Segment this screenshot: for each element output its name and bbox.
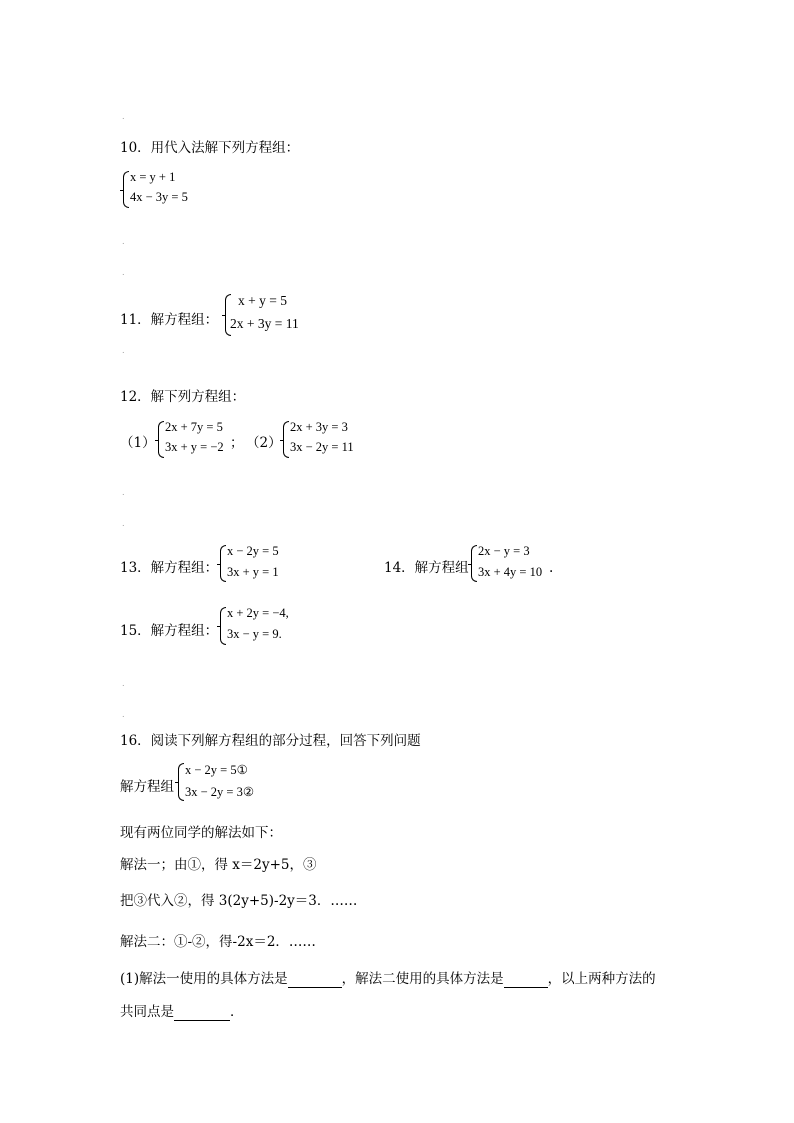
- q10-equation-1: x = y + 1: [130, 170, 176, 184]
- paragraph-mark: .: [122, 679, 125, 688]
- q16-equation-2: 3x − 2y = 3②: [185, 785, 255, 799]
- q16-title: 16．阅读下列解方程组的部分过程，回答下列问题: [120, 733, 421, 749]
- q16-question-end: ．: [230, 1004, 244, 1020]
- q11-equation-2: 2x + 3y = 11: [230, 316, 299, 331]
- q16-question-part2: ，解法二使用的具体方法是: [341, 971, 504, 987]
- brace-icon: [471, 545, 477, 582]
- paragraph-mark: .: [122, 237, 125, 246]
- q10-equation-2: 4x − 3y = 5: [130, 190, 188, 204]
- q14-equation-2: 3x + 4y = 10: [478, 565, 543, 579]
- q12-part1-equation-2: 3x + y = −2: [165, 440, 224, 454]
- q16-method2-line1: 解法二：①-②，得-2x＝2．……: [120, 934, 316, 950]
- q16-equation-1: x − 2y = 5①: [185, 763, 248, 777]
- q12-part1-label: （1）: [120, 435, 156, 451]
- q16-method1-line1: 解法一；由①，得 x＝2y+5，③: [120, 857, 317, 873]
- q12-separator: ；: [230, 435, 244, 451]
- q14-prefix: 14．解方程组: [384, 560, 469, 576]
- q15-prefix: 15．解方程组：: [120, 623, 219, 639]
- brace-icon: [220, 545, 226, 582]
- q12-part2-equation-2: 3x − 2y = 11: [290, 440, 354, 454]
- q15-equation-2: 3x − y = 9.: [227, 627, 282, 641]
- q16-question-line2: [120, 1000, 244, 1021]
- q16-method1-line2: 把③代入②，得 3(2y+5)-2y＝3．……: [120, 893, 358, 909]
- paragraph-mark: .: [122, 112, 125, 121]
- q13-equation-1: x − 2y = 5: [227, 544, 279, 558]
- q12-part2-equation-1: 2x + 3y = 3: [290, 420, 348, 434]
- q12-title: 12．解下列方程组：: [120, 389, 246, 405]
- paragraph-mark: .: [122, 519, 125, 528]
- q16-question-part1: (1)解法一使用的具体方法是: [120, 971, 288, 987]
- brace-icon: [178, 763, 184, 801]
- brace-icon: [158, 421, 164, 458]
- q12-part2-label: （2）: [246, 435, 282, 451]
- paragraph-mark: .: [122, 268, 125, 277]
- q16-system-prefix: 解方程组: [120, 779, 174, 795]
- q11-prefix: 11．解方程组：: [120, 312, 219, 328]
- q15-equation-1: x + 2y = −4,: [227, 606, 289, 620]
- answer-blank-3[interactable]: [174, 1004, 230, 1021]
- answer-blank-1[interactable]: [288, 971, 342, 988]
- q12-part1-equation-1: 2x + 7y = 5: [165, 420, 223, 434]
- q11-equation-1: x + y = 5: [238, 293, 287, 308]
- q16-question-part3: ，以上两种方法的: [547, 971, 656, 987]
- paragraph-mark: .: [122, 710, 125, 719]
- q16-question-line2-text: 共同点是: [120, 1004, 174, 1020]
- brace-icon: [220, 607, 226, 645]
- q10-title: 10．用代入法解下列方程组：: [120, 140, 300, 156]
- q13-equation-2: 3x + y = 1: [227, 565, 279, 579]
- brace-icon: [123, 171, 129, 208]
- answer-blank-2[interactable]: [504, 971, 548, 988]
- q14-suffix: .: [549, 560, 554, 576]
- paragraph-mark: .: [122, 488, 125, 497]
- paragraph-mark: .: [122, 346, 125, 355]
- q16-intro: 现有两位同学的解法如下：: [120, 825, 282, 841]
- q13-prefix: 13．解方程组：: [120, 560, 219, 576]
- brace-icon: [283, 421, 289, 458]
- q16-question-line1: [120, 967, 656, 988]
- q14-equation-1: 2x − y = 3: [478, 544, 530, 558]
